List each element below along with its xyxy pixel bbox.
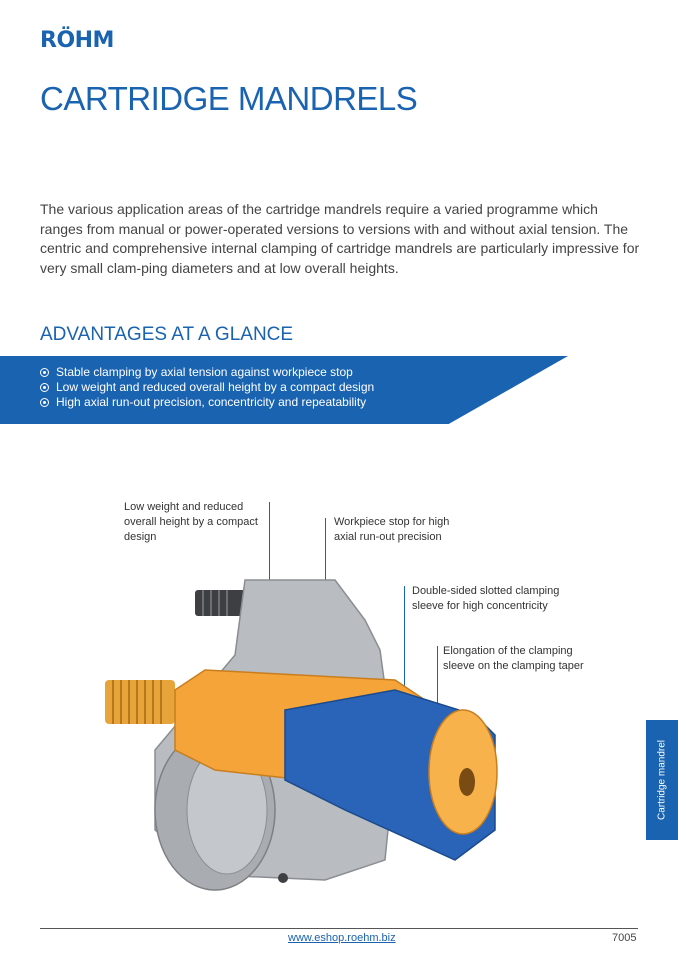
circle-bullet-icon (40, 383, 49, 392)
page-number: 7005 (612, 932, 637, 944)
page-title: CARTRIDGE MANDRELS (40, 80, 418, 117)
callout-workpiece-stop: Workpiece stop for high axial run-out precision (334, 516, 450, 543)
cartridge-mandrel-illustration (95, 560, 515, 900)
advantages-heading: ADVANTAGES AT A GLANCE (40, 324, 294, 345)
callout-sleeve-elongation: Elongation of the clamping sleeve on the clamping taper (443, 645, 584, 672)
threaded-stem (105, 680, 175, 724)
advantage-item (40, 365, 374, 380)
footer-divider (40, 928, 638, 929)
side-tab (646, 720, 678, 840)
mounting-bolt (278, 873, 288, 883)
eshop-link[interactable]: www.eshop.roehm.biz (288, 932, 396, 944)
advantage-item (40, 395, 374, 410)
callout-compact-design: Low weight and reduced overall height by a compact design (124, 501, 258, 543)
callout-slotted-sleeve: Double-sided slotted clamping sleeve for high concentricity (412, 585, 560, 612)
advantage-text: Low weight and reduced overall height by a compact design (56, 380, 375, 394)
circle-bullet-icon (40, 368, 49, 377)
circle-bullet-icon (40, 398, 49, 407)
advantage-item (40, 380, 374, 395)
advantages-list (40, 365, 374, 410)
advantage-text: High axial run-out precision, concentricity and repeatability (56, 395, 367, 409)
center-bore (459, 768, 475, 796)
intro-paragraph: The various application areas of the cartridge mandrels require a varied programme which ranges from manual or power-operated versions to versions with and without axial tension. The centric and comprehensive internal clamping of cartridge mandrels are particularly impressive for very small clam-ping diameters and at low overall heights. (40, 201, 640, 276)
advantage-text: Stable clamping by axial tension against workpiece stop (56, 365, 353, 379)
side-tab-label: Cartridge mandrel (656, 739, 668, 821)
roehm-logo: RÖHM (40, 28, 114, 53)
